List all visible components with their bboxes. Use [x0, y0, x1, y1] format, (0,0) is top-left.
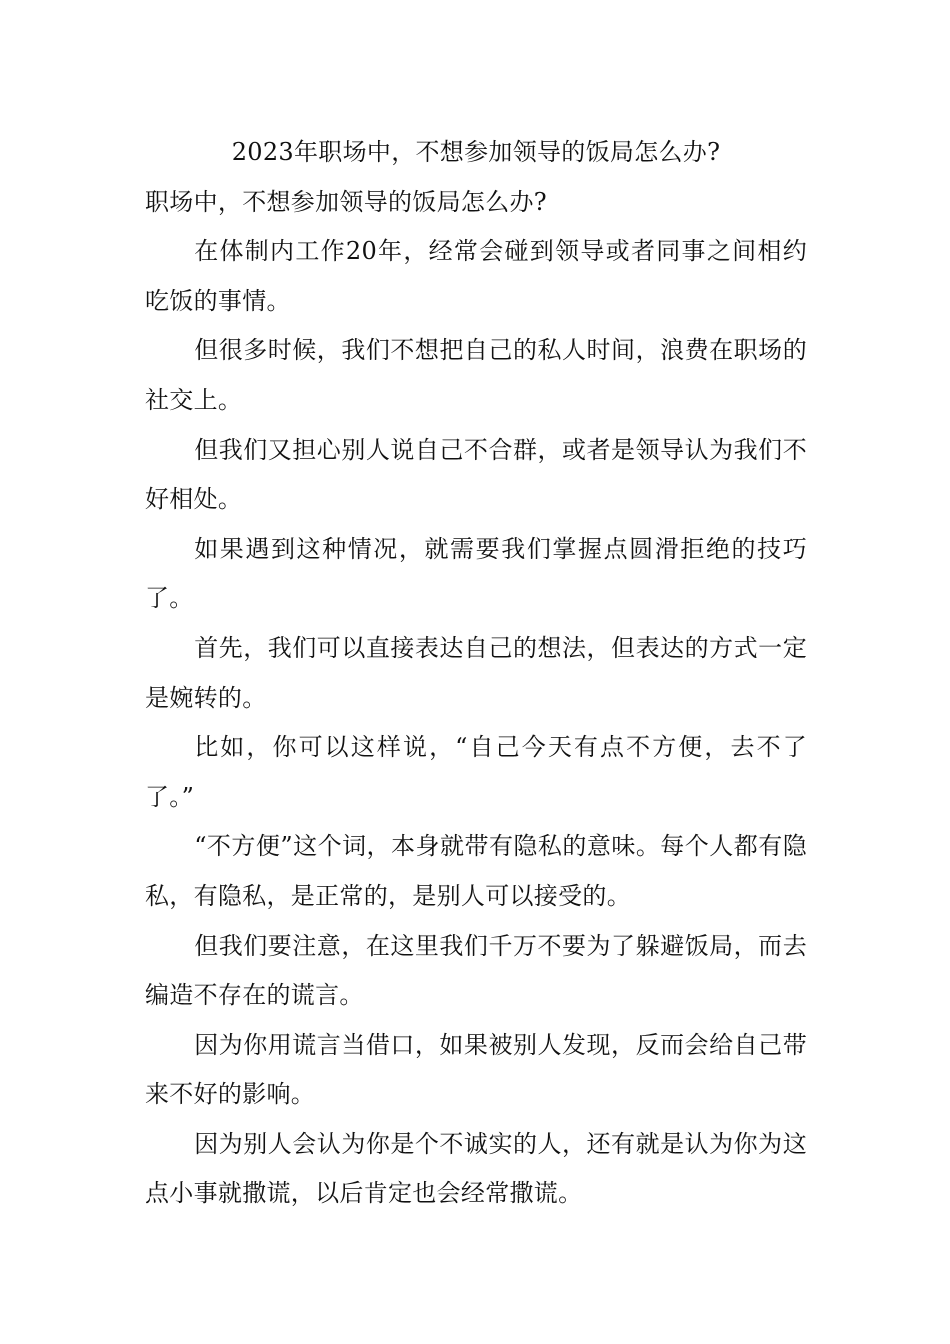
paragraph: “不方便”这个词，本身就带有隐私的意味。每个人都有隐私，有隐私，是正常的，是别人可以接受的。 — [145, 832, 807, 910]
document-title: 2023年职场中，不想参加领导的饭局怎么办? — [231, 138, 721, 166]
paragraph: 因为别人会认为你是个不诚实的人，还有就是认为你为这点小事就撒谎，以后肯定也会经常撒谎。 — [145, 1129, 807, 1208]
paragraph: 比如，你可以这样说，“自己今天有点不方便，去不了了。” — [145, 733, 807, 811]
paragraph: 因为你用谎言当借口，如果被别人发现，反而会给自己带来不好的影响。 — [145, 1030, 807, 1109]
paragraph: 但我们要注意，在这里我们千万不要为了躲避饭局，而去编造不存在的谎言。 — [145, 931, 807, 1010]
paragraph: 在体制内工作20年，经常会碰到领导或者同事之间相约吃饭的事情。 — [145, 237, 807, 315]
document-subtitle: 职场中，不想参加领导的饭局怎么办? — [145, 187, 547, 216]
document-body — [145, 128, 807, 1219]
paragraph: 但很多时候，我们不想把自己的私人时间，浪费在职场的社交上。 — [145, 336, 807, 414]
paragraph: 如果遇到这种情况，就需要我们掌握点圆滑拒绝的技巧了。 — [145, 534, 807, 613]
paragraph: 但我们又担心别人说自己不合群，或者是领导认为我们不好相处。 — [145, 435, 807, 514]
paragraph: 首先，我们可以直接表达自己的想法，但表达的方式一定是婉转的。 — [145, 633, 807, 712]
